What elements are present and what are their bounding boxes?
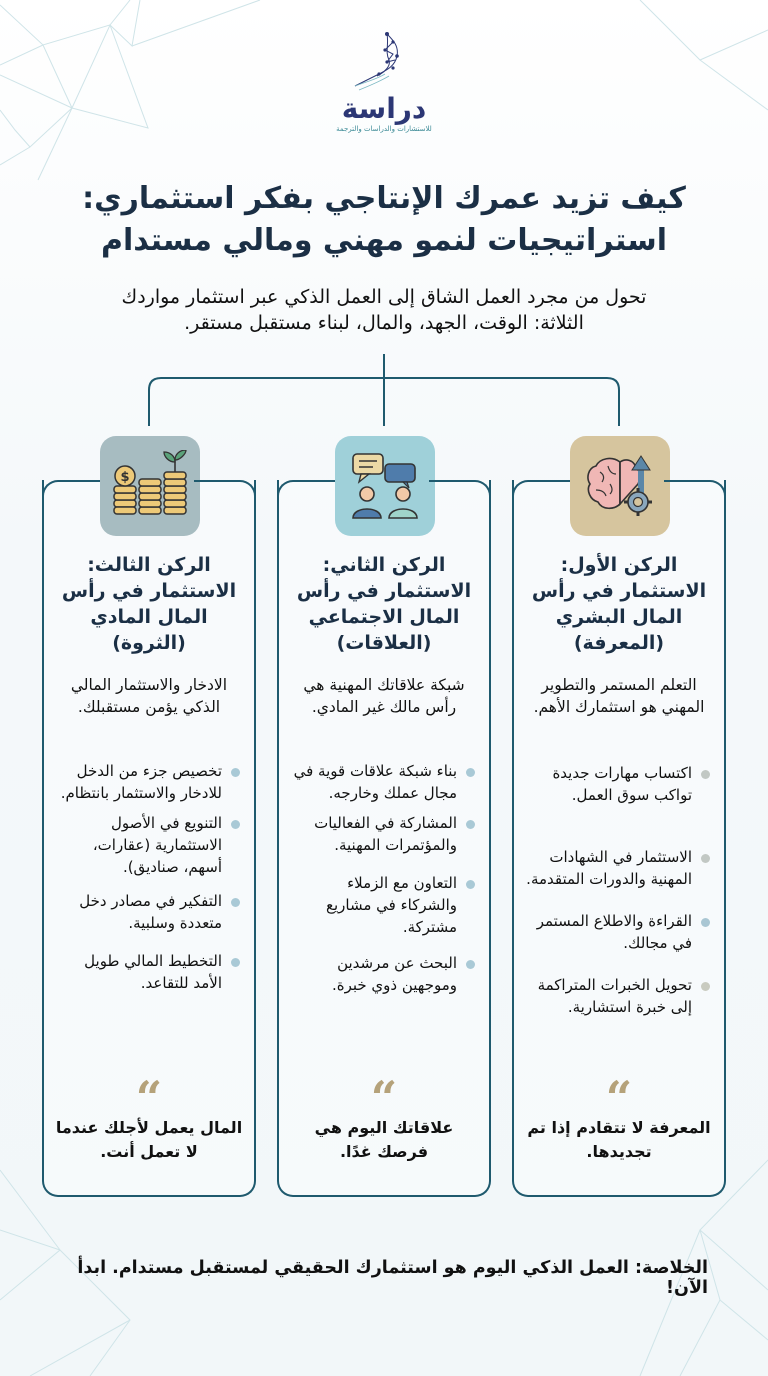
pillar-bullet-list xyxy=(287,760,475,1010)
pillar-lead: شبكة علاقاتك المهنية هي رأس مالك غير المادي. xyxy=(303,676,465,716)
coins-plant-icon xyxy=(100,436,200,536)
bullet-dot-icon xyxy=(466,880,475,889)
tree-connector-lines xyxy=(0,350,768,440)
quote-mark-icon: “ xyxy=(135,1071,163,1125)
bullet-dot-icon xyxy=(231,898,240,907)
pillar-card-relations xyxy=(277,480,491,1197)
list-item: التنويع في الأصول الاستثمارية (عقارات، أسهم، صناديق). xyxy=(52,812,240,878)
people-chat-icon xyxy=(335,436,435,536)
title-line-1: كيف تزيد عمرك الإنتاجي بفكر استثماري: xyxy=(82,181,686,216)
pillar-title: الركن الثالث: الاستثمار في رأس المال المادي (الثروة) xyxy=(61,554,237,654)
bullet-dot-icon xyxy=(701,982,710,991)
bullet-dot-icon xyxy=(466,820,475,829)
bullet-dot-icon xyxy=(466,960,475,969)
list-item: التعاون مع الزملاء والشركاء في مشاريع مشتركة. xyxy=(287,872,475,938)
list-item: القراءة والاطلاع المستمر في مجالك. xyxy=(522,910,710,954)
bullet-dot-icon xyxy=(701,770,710,779)
subtitle-line-1: تحول من مجرد العمل الشاق إلى العمل الذكي عبر استثمار مواردك xyxy=(121,286,647,308)
pillar-lead: الادخار والاستثمار المالي الذكي يؤمن مستقبلك. xyxy=(70,676,228,716)
title-line-2: استراتيجيات لنمو مهني ومالي مستدام xyxy=(100,223,667,258)
pillar-card-knowledge xyxy=(512,480,726,1197)
bullet-dot-icon xyxy=(231,820,240,829)
pillar-lead: التعلم المستمر والتطوير المهني هو استثمارك الأهم. xyxy=(533,676,705,716)
pillar-quote: المال يعمل لأجلك عندما لا تعمل أنت. xyxy=(55,1118,243,1161)
list-item: تحويل الخبرات المتراكمة إلى خبرة استشارية. xyxy=(522,974,710,1018)
pillar-title: الركن الأول: الاستثمار في رأس المال البشري (المعرفة) xyxy=(531,554,707,654)
quote-mark-icon: “ xyxy=(605,1071,633,1125)
summary-footer: الخلاصة: العمل الذكي اليوم هو استثمارك الحقيقي لمستقبل مستدام. ابدأ الآن! xyxy=(77,1258,708,1298)
bullet-dot-icon xyxy=(466,768,475,777)
bullet-dot-icon xyxy=(701,854,710,863)
subtitle-line-2: الثلاثة: الوقت، الجهد، والمال، لبناء مستقبل مستقر. xyxy=(184,312,584,334)
list-item: تخصيص جزء من الدخل للادخار والاستثمار بانتظام. xyxy=(52,760,240,804)
list-item: المشاركة في الفعاليات والمؤتمرات المهنية. xyxy=(287,812,475,856)
list-item: التخطيط المالي طويل الأمد للتقاعد. xyxy=(52,950,240,994)
quote-mark-icon: “ xyxy=(370,1071,398,1125)
svg-text:$: $ xyxy=(120,470,130,485)
brand-logo xyxy=(334,30,434,148)
page-title xyxy=(40,178,728,262)
list-item: بناء شبكة علاقات قوية في مجال عملك وخارجه. xyxy=(287,760,475,804)
list-item: التفكير في مصادر دخل متعددة وسلبية. xyxy=(52,890,240,934)
network-swoosh-icon xyxy=(349,30,419,92)
pillar-bullet-list xyxy=(522,762,710,1032)
brain-gear-arrow-icon xyxy=(570,436,670,536)
bullet-dot-icon xyxy=(231,768,240,777)
logo-wordmark: دراسة xyxy=(341,92,427,125)
pillar-quote: علاقاتك اليوم هي فرصك غدًا. xyxy=(314,1118,454,1161)
pillar-quote: المعرفة لا تتقادم إذا تم تجديدها. xyxy=(527,1118,711,1161)
pillar-card-wealth xyxy=(42,470,256,1197)
pillar-bullet-list xyxy=(52,760,240,1008)
pillar-title: الركن الثاني: الاستثمار في رأس المال الاجتماعي (العلاقات) xyxy=(296,554,472,654)
page-subtitle xyxy=(70,284,698,336)
bullet-dot-icon xyxy=(701,918,710,927)
bullet-dot-icon xyxy=(231,958,240,967)
logo-tagline: للاستشارات والدراسات والترجمة xyxy=(336,125,432,133)
list-item: البحث عن مرشدين وموجهين ذوي خبرة. xyxy=(287,952,475,996)
list-item: الاستثمار في الشهادات المهنية والدورات المتقدمة. xyxy=(522,846,710,890)
list-item: اكتساب مهارات جديدة تواكب سوق العمل. xyxy=(522,762,710,806)
